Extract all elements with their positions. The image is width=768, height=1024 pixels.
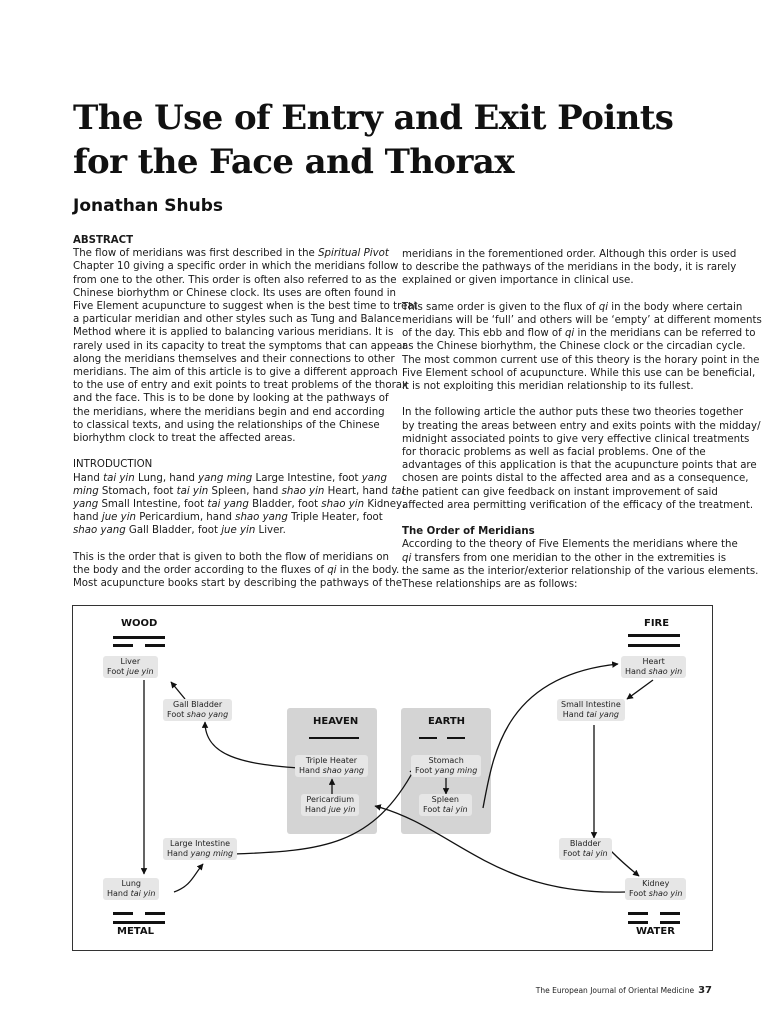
- arrow-bladder-to-kidney: [611, 851, 639, 876]
- element-water: WATER: [636, 926, 675, 937]
- text-line: chosen are points distal to the affected area and as a consequence,: [402, 473, 749, 485]
- text-line: ming Stomach, foot tai yin Spleen, hand shao yin Heart, hand tai: [73, 485, 405, 497]
- text-line: and the face. This is to be done by looking at the pathways of: [73, 393, 389, 405]
- node-channel: Foot shao yang: [167, 710, 229, 719]
- element-wood: WOOD: [121, 618, 158, 629]
- abstract-text: [73, 247, 418, 445]
- text-line: Five Element school of acupuncture. While this use can be beneficial,: [402, 367, 756, 379]
- element-earth: EARTH: [428, 716, 466, 727]
- text-line: Chinese biorhythm or Chinese clock. Its uses are often found in: [73, 287, 396, 299]
- right-paragraph-2: [402, 301, 762, 393]
- text-line: advantages of this application is that the acupuncture points that are: [402, 460, 757, 472]
- node-heart: [621, 656, 686, 678]
- node-name: Lung: [121, 879, 141, 888]
- node-name: Triple Heater: [305, 756, 358, 765]
- node-channel: Hand shao yin: [625, 667, 683, 676]
- node-channel: Hand tai yang: [562, 710, 619, 719]
- text-line: by treating the areas between entry and exits points with the midday/: [402, 420, 761, 432]
- text-line: meridians. The aim of this article is to give a different approach: [73, 367, 398, 379]
- text-line: from one to the other. This order is often also referred to as the: [73, 274, 397, 286]
- node-channel: Hand yang ming: [167, 849, 234, 858]
- text-line: of the day. This ebb and flow of qi in the meridians can be referred to: [402, 328, 756, 340]
- arrow-lung-to-large-intestine: [174, 864, 203, 892]
- node-name: Liver: [120, 657, 141, 666]
- introduction-heading: INTRODUCTION: [73, 459, 153, 471]
- text-line: The flow of meridians was first described in the Spiritual Pivot: [73, 248, 389, 260]
- node-channel: Foot tai yin: [563, 849, 608, 858]
- text-line: hand jue yin Pericardium, hand shao yang Triple Heater, foot: [73, 512, 383, 524]
- text-line: Chapter 10 giving a specific order in which the meridians follow: [73, 261, 399, 273]
- text-line: These relationships are as follows:: [402, 579, 578, 591]
- node-name: Stomach: [428, 756, 464, 765]
- node-lung: [103, 878, 159, 900]
- node-channel: Foot tai yin: [423, 805, 468, 814]
- text-line: qi transfers from one meridian to the other in the extremities is: [402, 552, 727, 564]
- node-name: Heart: [642, 657, 665, 666]
- text-line: According to the theory of Five Elements the meridians where the: [402, 539, 738, 551]
- node-name: Pericardium: [306, 795, 354, 804]
- text-line: the body and the order according to the fluxes of qi in the body.: [73, 565, 400, 577]
- text-line: Method where it is applied to balancing various meridians. It is: [73, 327, 394, 339]
- right-paragraph-3: [402, 406, 761, 512]
- right-paragraph-1: [402, 248, 737, 288]
- text-line: In the following article the author puts these two theories together: [402, 407, 744, 419]
- text-line: biorhythm clock to treat the affected areas.: [73, 433, 296, 445]
- title-line-2: for the Face and Thorax: [73, 142, 514, 182]
- title-line-1: The Use of Entry and Exit Points: [73, 98, 674, 138]
- text-line: affected area permitting verification of the efficacy of the treatment.: [402, 499, 754, 511]
- text-line: to describe the pathways of the meridians in the body, it is rarely: [402, 262, 737, 274]
- text-line: meridians in the forementioned order. Although this order is used: [402, 249, 737, 260]
- node-gall-bladder: [163, 699, 232, 721]
- text-line: to the use of entry and exit points to treat problems of the thorax: [73, 380, 409, 392]
- text-line: rarely used in its capacity to treat the symptoms that can appear: [73, 340, 407, 352]
- node-channel: Foot shao yin: [629, 889, 683, 898]
- node-bladder: [559, 838, 612, 860]
- text-line: shao yang Gall Bladder, foot jue yin Liver.: [73, 525, 286, 537]
- element-fire: FIRE: [644, 618, 670, 629]
- page-footer: [536, 985, 712, 996]
- node-large-intestine: [163, 838, 237, 860]
- node-channel: Foot yang ming: [415, 766, 478, 775]
- text-line: the same as the interior/exterior relationship of the various elements.: [402, 565, 759, 577]
- node-pericardium: [301, 794, 359, 816]
- article-title: [73, 96, 713, 184]
- trigram-marks: [113, 634, 683, 924]
- abstract-heading: ABSTRACT: [73, 235, 134, 246]
- text-line: Most acupuncture books start by describing the pathways of the: [73, 578, 403, 590]
- node-kidney: [625, 878, 686, 900]
- left-column: [73, 234, 418, 590]
- text-line: explained or given importance in clinical use.: [402, 275, 634, 287]
- node-stomach: [411, 755, 481, 777]
- text-line: along the meridians themselves and their connections to other: [73, 353, 395, 365]
- arrow-heart-to-small-intestine: [627, 680, 653, 699]
- text-line: midnight associated points to give very effective clinical treatments: [402, 433, 750, 445]
- node-channel: Hand shao yang: [299, 766, 364, 775]
- page-number: 37: [698, 985, 712, 996]
- right-column: [402, 248, 762, 591]
- text-line: This same order is given to the flux of qi in the body where certain: [402, 301, 743, 313]
- node-channel: Hand tai yin: [107, 889, 156, 898]
- node-name: Large Intestine: [170, 839, 231, 848]
- text-line: as the Chinese biorhythm, the Chinese clock or the circadian cycle.: [402, 341, 746, 353]
- text-line: a particular meridian and other styles such as Tung and Balance: [73, 314, 402, 326]
- section-heading: The Order of Meridians: [402, 526, 535, 538]
- text-line: it is not exploiting this meridian relationship to its fullest.: [402, 381, 694, 393]
- element-heaven: HEAVEN: [313, 716, 359, 727]
- text-line: the patient can give feedback on instant improvement of said: [402, 486, 718, 498]
- arrow-gall-bladder-to-liver: [171, 682, 185, 699]
- node-name: Gall Bladder: [173, 700, 223, 709]
- node-name: Spleen: [431, 795, 459, 804]
- right-paragraph-4: [402, 538, 759, 591]
- node-channel: Hand jue yin: [305, 805, 356, 814]
- text-line: This is the order that is given to both the flow of meridians on: [73, 551, 389, 563]
- text-line: the meridians, where the meridians begin and end according: [73, 406, 385, 418]
- text-line: The most common current use of this theory is the horary point in the: [402, 354, 760, 366]
- node-name: Bladder: [569, 839, 601, 848]
- introduction-paragraph-2: [73, 551, 403, 591]
- text-line: yang Small Intestine, foot tai yang Bladder, foot shao yin Kidney,: [73, 499, 406, 511]
- text-line: Five Element acupuncture to suggest when is the best time to treat: [73, 301, 418, 313]
- node-liver: [103, 656, 158, 678]
- arrow-spleen-to-heart: [483, 664, 618, 808]
- text-line: meridians will be ‘full’ and others will be ‘empty’ at different moments: [402, 315, 762, 326]
- text-line: Hand tai yin Lung, hand yang ming Large Intestine, foot yang: [73, 472, 387, 484]
- text-line: to classical texts, and using the relationships of the Chinese: [73, 419, 380, 431]
- author-name: Jonathan Shubs: [73, 196, 224, 216]
- node-name: Small Intestine: [561, 700, 621, 709]
- node-name: Kidney: [642, 879, 670, 888]
- introduction-text: [73, 472, 406, 538]
- arrow-triple-heater-to-gall-bladder: [205, 722, 298, 768]
- diagram-arrows: [73, 606, 714, 952]
- node-channel: Foot jue yin: [107, 667, 154, 676]
- node-small-intestine: [557, 699, 625, 721]
- element-metal: METAL: [117, 926, 154, 937]
- node-triple-heater: [295, 755, 368, 777]
- node-spleen: [419, 794, 472, 816]
- journal-name: The European Journal of Oriental Medicine: [535, 986, 695, 995]
- text-line: for thoracic problems as well as facial problems. One of the: [402, 447, 706, 459]
- meridian-diagram: [72, 605, 713, 951]
